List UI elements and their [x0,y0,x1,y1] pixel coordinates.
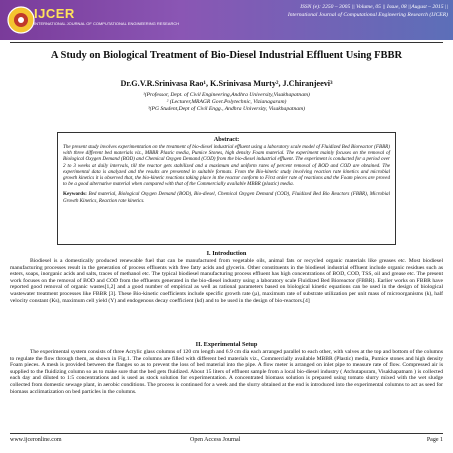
section-heading-introduction: I. Introduction [206,250,247,257]
abstract-box [57,132,396,245]
footer-website-link[interactable]: www.ijceronline.com [10,437,62,443]
affiliation-1: ¹(Professor, Dept. of Civil Engineering,Andhra University,Visakhapatnam) [143,92,310,98]
footer-divider [10,433,443,434]
affiliation-3: ³(PG Student,Dept of Civil Engg., Andhra University, Visakhapatnam) [148,106,305,112]
section-text-introduction: Biodiesel is a domestically produced renewable fuel that can be manufactured from vegetable oils, animal fats or recycled organic materials like greases etc. Most biodiesel manufacturing processes result in the generation of process effluents with free fatty acids and glycerin. Other constituents in the biodiesel industrial effluent include organic residues such as esters, soaps, inorganic acids and salts, traces of methanol etc. The typical biodiesel manufacturing process effluent has high concentrations of BOD, COD, TSS, oil and grease etc. The present work focuses on the removal of BOD and COD from the effluents generated in the bio-diesel industry using a laboratory scale Fluidized Bed Bioreactor (FBBR). Earlier works on FBBR have reported good removal of organic wastes[1,2] and a good number of empirical as well as rational parameters based on biological kinetic equations can be used in the design of biological wastewater treatment processes like FBBR [3]. These Bio-kinetic coefficients include specific growth rate (µ), maximum rate of substrate utilization per unit mass of microorganisms (k), half velocity constant (Ks), maximum cell yield (Y) and endogenous decay coefficient (kd) and to be used in the design of bio-reactors.[4] [10,258,443,304]
logo-text: IJCER [34,6,75,21]
header-divider [10,42,443,43]
journal-name: International Journal of Computational Engineering Research (IJCER) [287,12,448,18]
affiliation-2: ² (Lecturer,MRAGR Govt.Polytechnic, Vizianagaram) [166,99,287,105]
section-heading-experimental-setup: II. Experimental Setup [195,341,258,348]
journal-header-banner [0,0,453,40]
section-text-experimental-setup: The experimental system consists of three Acrylic glass columns of 120 cm length and 6.9 cm dia each arranged parallel to each other, with valves at the top and bottom of the columns to regulate the flow through them, as shown in Fig.1. The columns are filled with different bed materials viz., Commercially available MBBR (Plastic) media, Pumice stones and high density Foam pieces. A mesh is provided between the flanges so as to prevent the loss of bed material into the pipe. A flow meter is arranged on inlet pipe to measure rate of flow. Compressed air is supplied to the fluidizing column so as to make sure that the bed gets fluidized. About 15 liters of effluent sample from a local bio-diesel industry ( Atchutapuram, Visakhapatnam ) is collected each day and diluted to 1:5 concentrations and is used as stock solution for experimentation. A concentrated biomass solution is prepared using tomato slurry mixed with the wet sludge collected from domestic sewage plant, in aerobic conditions. The process is continued for a week and the slurry obtained at the end is introduced into the experimental columns to act as seed for biomass acclimatization on bed particles in the columns. [10,349,443,395]
abstract-heading: Abstract: [213,136,240,143]
footer-access-label: Open Access Journal [190,437,241,443]
keywords-label: Keywords: [63,191,87,198]
footer-page-number: Page 1 [426,437,443,443]
keywords-block [63,191,390,203]
logo-subtitle: INTERNATIONAL JOURNAL OF COMPUTATIONAL ENGINEERING RESEARCH [34,21,180,26]
keywords-text: Bed material, Biological Oxygen Demand (BOD), Bio-diesel, Chemical Oxygen Demand (COD), Fluidized Bed Bio Reactors (FBBR), Microbial Growth Kinetics, Reaction rate kinetics. [63,191,390,204]
abstract-text: The present study involves experimentation on the treatment of bio-diesel industrial effluent using a laboratory scale model of Fluidized Bed Bioreactor (FBBR) with three different bed materials viz., MBBR Plastic media, Pumice Stones, high density Foam material. The experiment mainly focuses on the removal of Biological Oxygen Demand (BOD) and Chemical Oxygen Demand (COD) from the bio-diesel industrial effluent. The experiment is conducted for a period over 2 to 3 weeks at daily intervals, till the reactor gets stabilized and a maximum and uniform rates of percent removal of BOD and COD are obtained. The experimental data is analyzed and the results are presented in suitable formats. From the Bio-kinetic study involving reaction rate kinetics and microbial growth kinetics it is observed that, the bio-kinetic reactions taking place in the reactor conform to First order rate of reactions and the Foam pieces are proved to be a good alternative material when compared with that of the Commercially available MBBR (plastic) media. [63,144,390,188]
paper-authors: Dr.G.V.R.Srinivasa Rao¹, K.Srinivasa Murty², J.Chiranjeevi³ [120,79,333,88]
paper-title: A Study on Biological Treatment of Bio-Diesel Industrial Effluent Using FBBR [50,50,403,61]
issn-line: ISSN (e): 2250 – 3005 || Volume, 05 || Issue, 08 ||August – 2015 || [300,4,448,10]
